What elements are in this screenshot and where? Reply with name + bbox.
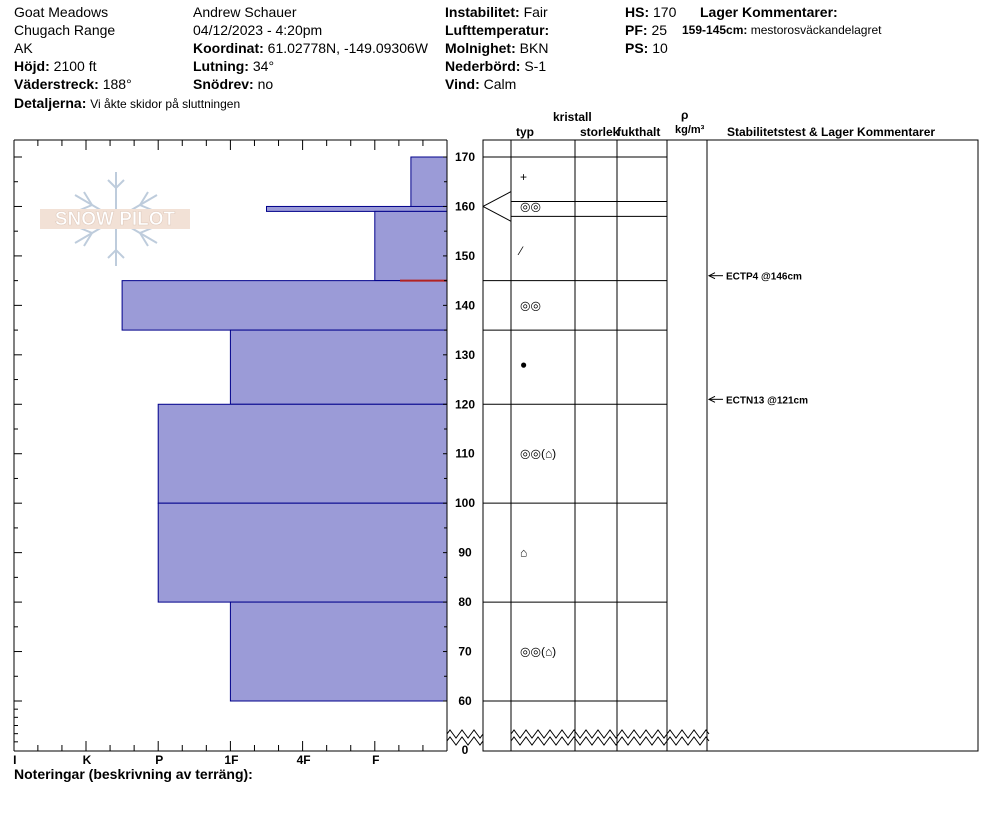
aspect-label: Väderstreck: bbox=[14, 76, 99, 92]
axis-break-zigzag bbox=[511, 737, 709, 745]
sky-label: Molnighet: bbox=[445, 40, 516, 56]
hardness-bar bbox=[158, 503, 447, 602]
depth-tick-label: 70 bbox=[458, 644, 472, 659]
precip-value: S-1 bbox=[524, 58, 547, 74]
slope-value: 34° bbox=[252, 58, 275, 74]
precip-label: Nederbörd: bbox=[445, 58, 521, 74]
depth-tick-label: 100 bbox=[454, 496, 476, 511]
crystal-symbol: + bbox=[520, 169, 528, 184]
instability-label: Instabilitet: bbox=[445, 4, 520, 20]
col-size-header: storlek bbox=[580, 125, 620, 139]
state: AK bbox=[14, 40, 33, 56]
col-type-header: typ bbox=[516, 125, 534, 139]
aspect-value: 188° bbox=[102, 76, 132, 92]
hardness-bar bbox=[230, 330, 447, 404]
hardness-bar bbox=[122, 281, 447, 330]
depth-tick-label: 160 bbox=[454, 199, 476, 214]
crystal-symbol: ◎◎ bbox=[520, 199, 541, 214]
stability-test-label: ECTN13 @121cm bbox=[726, 395, 809, 407]
drift-value: no bbox=[257, 76, 274, 92]
snowpilot-logo bbox=[40, 172, 190, 266]
stability-test-label: ECTP4 @146cm bbox=[726, 271, 802, 283]
col-crystal-header: kristall bbox=[553, 110, 592, 124]
elevation-label: Höjd: bbox=[14, 58, 50, 74]
mountain-range: Chugach Range bbox=[14, 22, 116, 38]
wind-label: Vind: bbox=[445, 76, 480, 92]
depth-tick-label: 120 bbox=[454, 397, 476, 412]
depth-tick-label: 60 bbox=[458, 694, 472, 708]
slope-label: Lutning: bbox=[193, 58, 249, 74]
coordinate-value: 61.02778N, -149.09306W bbox=[267, 40, 428, 56]
airtemp-label: Lufttemperatur: bbox=[445, 22, 550, 38]
hardness-tick-label: K bbox=[82, 753, 92, 767]
sky-value: BKN bbox=[519, 40, 549, 56]
table-frame bbox=[483, 140, 978, 751]
depth-tick-label: 140 bbox=[454, 298, 476, 313]
details-label: Detaljerna: bbox=[14, 95, 87, 111]
crystal-symbol: ● bbox=[520, 357, 528, 372]
hs-label: HS: bbox=[625, 4, 650, 20]
hardness-tick-label: I bbox=[13, 753, 17, 767]
terrain-notes-label: Noteringar (beskrivning av terräng): bbox=[14, 766, 253, 782]
col-density-unit: kg/m³ bbox=[675, 124, 705, 136]
hardness-bar bbox=[411, 157, 447, 211]
drift-label: Snödrev: bbox=[193, 76, 254, 92]
col-rho-header: ρ bbox=[681, 108, 689, 122]
depth-tick-label: 150 bbox=[454, 248, 476, 263]
crystal-symbol: ◎◎ bbox=[520, 298, 541, 313]
hardness-bar bbox=[375, 211, 447, 280]
depth-tick-label: 130 bbox=[454, 347, 476, 362]
depth-tick-label: 170 bbox=[454, 150, 476, 164]
depth-tick-label: 110 bbox=[455, 446, 475, 461]
depth-tick-label: 80 bbox=[458, 595, 472, 610]
layer-connector bbox=[483, 206, 511, 221]
col-moisture-header: fukthalt bbox=[617, 125, 661, 139]
crystal-symbol: ⌂ bbox=[520, 545, 528, 560]
hs-value: 170 bbox=[653, 4, 677, 20]
instability-value: Fair bbox=[523, 4, 548, 20]
coordinate-label: Koordinat: bbox=[193, 40, 264, 56]
stability-title: Stabilitetstest & Lager Kommentarer bbox=[727, 125, 936, 139]
layer-comment-text: mestorosväckandelagret bbox=[750, 23, 882, 37]
location-name: Goat Meadows bbox=[14, 4, 109, 20]
hardness-bar bbox=[158, 404, 447, 503]
elevation-value: 2100 ft bbox=[53, 58, 97, 74]
pf-value: 25 bbox=[651, 22, 668, 38]
hardness-tick-label: F bbox=[372, 753, 380, 767]
details-value: Vi åkte skidor på sluttningen bbox=[90, 97, 241, 111]
crystal-symbol: ⁄ bbox=[520, 243, 523, 258]
hardness-bar bbox=[230, 602, 447, 701]
hardness-tick-label: 1F bbox=[224, 753, 239, 767]
layer-connector bbox=[483, 192, 511, 207]
hardness-bar bbox=[267, 206, 448, 211]
crystal-symbol: ◎◎(⌂) bbox=[520, 446, 557, 461]
wind-value: Calm bbox=[483, 76, 517, 92]
ps-label: PS: bbox=[625, 40, 649, 56]
axis-break-zigzag bbox=[447, 730, 483, 738]
depth-tick-label: 90 bbox=[458, 545, 472, 560]
hardness-tick-label: 4F bbox=[296, 753, 311, 767]
depth-tick-label: 0 bbox=[461, 743, 469, 757]
pf-label: PF: bbox=[625, 22, 648, 38]
crystal-symbol: ◎◎(⌂) bbox=[520, 644, 557, 659]
observation-datetime: 04/12/2023 - 4:20pm bbox=[193, 22, 323, 38]
hardness-tick-label: P bbox=[155, 753, 164, 767]
logo-text: SNOW PILOT bbox=[54, 209, 176, 230]
ps-value: 10 bbox=[652, 40, 668, 56]
layer-comment-range: 159-145cm: bbox=[682, 23, 748, 37]
layer-comments-title: Lager Kommentarer: bbox=[700, 4, 838, 20]
observer-name: Andrew Schauer bbox=[193, 4, 297, 20]
